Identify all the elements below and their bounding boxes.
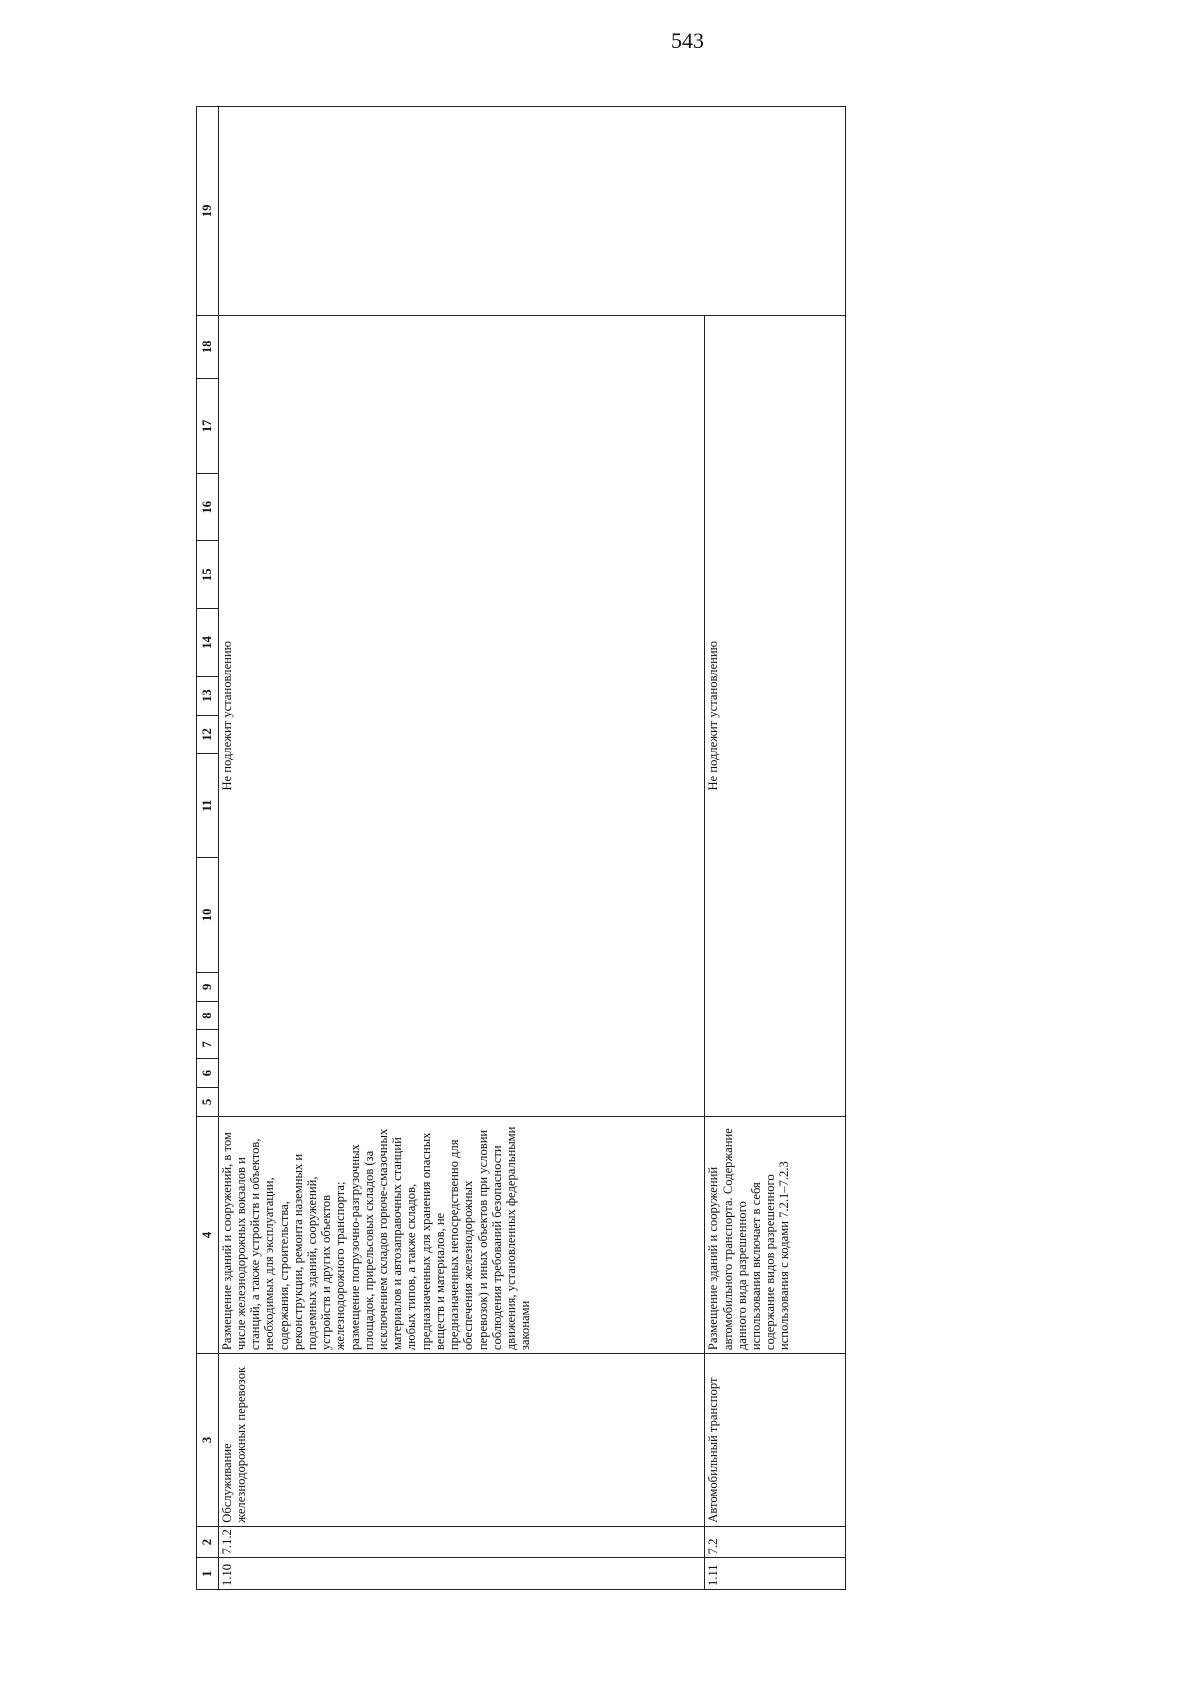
column-header: 7 bbox=[197, 1030, 219, 1059]
column-19-cell bbox=[218, 107, 845, 316]
page-number: 543 bbox=[671, 28, 704, 53]
column-header: 15 bbox=[197, 541, 219, 609]
column-header: 8 bbox=[197, 1001, 219, 1030]
column-header: 3 bbox=[197, 1354, 219, 1527]
column-header: 18 bbox=[197, 315, 219, 378]
column-header: 6 bbox=[197, 1059, 219, 1088]
row-description: Размещение зданий и сооружений автомобильного транспорта. Содержание данного вида разрешенного использования включает в себя содержание видов разрешенного использования с кодами 7.2.1–7.2.3 bbox=[705, 1116, 846, 1353]
row-number: 1.11 bbox=[705, 1558, 846, 1590]
row-code: 7.1.2 bbox=[218, 1526, 705, 1558]
rotated-table-wrapper bbox=[196, 106, 846, 1590]
row-name: Обслуживание железнодорожных перевозок bbox=[218, 1354, 705, 1527]
column-header: 1 bbox=[197, 1558, 219, 1590]
column-header: 4 bbox=[197, 1116, 219, 1353]
column-header: 5 bbox=[197, 1088, 219, 1117]
row-name: Автомобильный транспорт bbox=[705, 1354, 846, 1527]
table-row bbox=[218, 107, 705, 1590]
column-header: 13 bbox=[197, 676, 219, 715]
column-header: 10 bbox=[197, 857, 219, 972]
column-header: 19 bbox=[197, 107, 219, 316]
column-header: 12 bbox=[197, 715, 219, 754]
column-header: 2 bbox=[197, 1526, 219, 1558]
zoning-table bbox=[196, 106, 846, 1590]
column-header: 14 bbox=[197, 609, 219, 677]
row-note: Не подлежит установлению bbox=[218, 315, 705, 1116]
header-row bbox=[197, 107, 219, 1590]
row-note: Не подлежит установлению bbox=[705, 315, 846, 1116]
table-row bbox=[705, 107, 846, 1590]
column-header: 9 bbox=[197, 972, 219, 1001]
column-header: 16 bbox=[197, 473, 219, 541]
row-number: 1.10 bbox=[218, 1558, 705, 1590]
column-header: 11 bbox=[197, 754, 219, 858]
column-header: 17 bbox=[197, 378, 219, 473]
row-code: 7.2 bbox=[705, 1526, 846, 1558]
row-description: Размещение зданий и сооружений, в том числе железнодорожных вокзалов и станций, а также устройств и объектов, необходимых для эксплуатации, содержания, строительства, реконструкции, ремонта наземных и подземных зданий, сооружений, устройств и других объектов железнодорожного транспорта; размещение погрузочно-разгрузочных площадок, прирельсовых складов (за исключением складов горюче-смазочных материалов и автозаправочных станций любых типов, а также складов, предназначенных для хранения опасных веществ и материалов, не предназначенных непосредственно для обеспечения железнодорожных перевозок) и иных объектов при условии соблюдения требований безопасности движения, установленных федеральными законами bbox=[218, 1116, 705, 1353]
